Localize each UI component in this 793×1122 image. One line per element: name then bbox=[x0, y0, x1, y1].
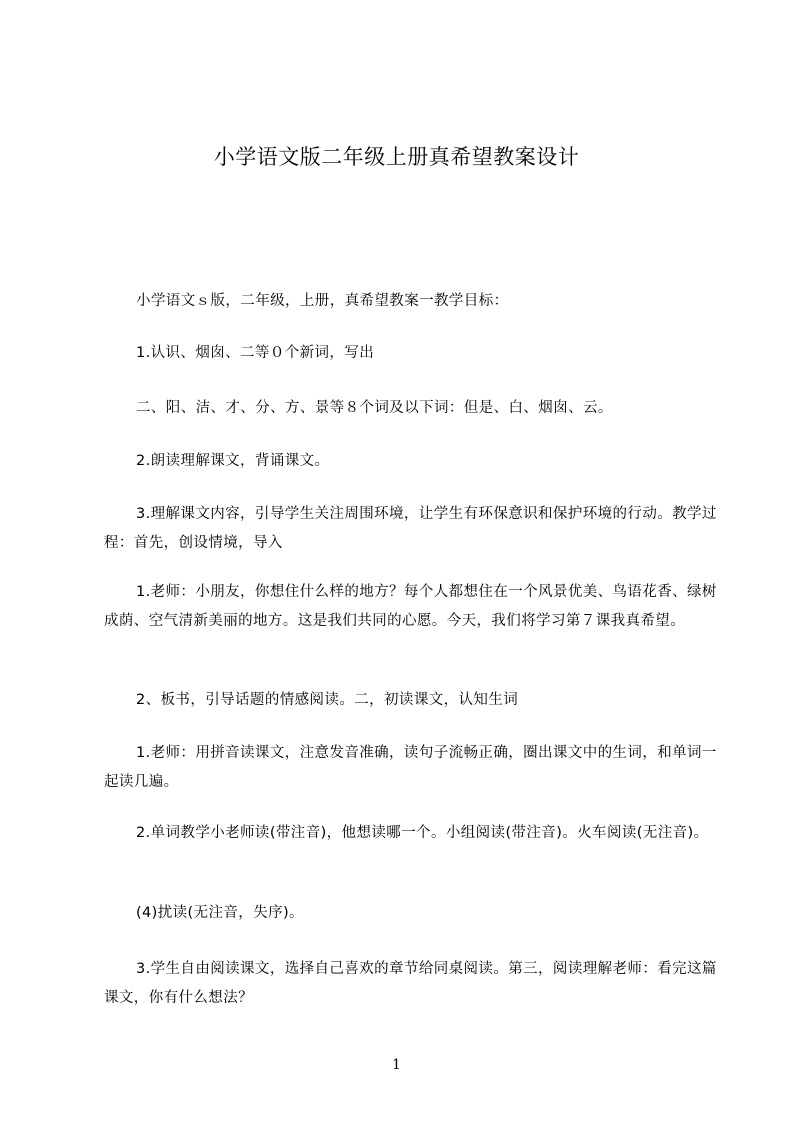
paragraph-read-3: 3.学生自由阅读课文，选择自己喜欢的章节给同桌阅读。第三，阅读理解老师：看完这篇课文，你有什么想法？ bbox=[104, 961, 717, 1006]
paragraph-goal-3: 3.理解课文内容，引导学生关注周围环境，让学生有环保意识和保护环境的行动。教学过程：首先，创设情境，导入 bbox=[104, 506, 717, 551]
paragraph-read-1: 1.老师：用拼音读课文，注意发音准确，读句子流畅正确，圈出课文中的生词，和单词一起读几遍。 bbox=[104, 745, 717, 790]
paragraph-read-4: (4)扰读(无注音，失序)。 bbox=[136, 905, 304, 921]
paragraph-goal-2: 2.朗读理解课文，背诵课文。 bbox=[136, 453, 330, 469]
paragraph-read-2: 2.单词教学小老师读(带注音)，他想读哪一个。小组阅读(带注音)。火车阅读(无注音)。 bbox=[136, 825, 709, 841]
document-title: 小学语文版二年级上册真希望教案设计 bbox=[213, 145, 580, 169]
paragraph-step-2: 2、板书，引导话题的情感阅读。二，初读课文，认知生词 bbox=[136, 692, 519, 708]
paragraph-intro: 小学语文ｓ版，二年级，上册，真希望教案一教学目标： bbox=[136, 293, 509, 309]
paragraph-goal-words: 二、阳、洁、才、分、方、景等８个词及以下词：但是、白、烟囱、云。 bbox=[136, 400, 613, 416]
paragraph-step-1: 1.老师：小朋友，你想住什么样的地方？每个人都想住在一个风景优美、鸟语花香、绿树成荫、空气清新美丽的地方。这是我们共同的心愿。今天，我们将学习第７课我真希望。 bbox=[104, 584, 717, 629]
paragraph-goal-1: 1.认识、烟囱、二等０个新词，写出 bbox=[136, 345, 375, 361]
page-number: 1 bbox=[392, 1057, 401, 1073]
